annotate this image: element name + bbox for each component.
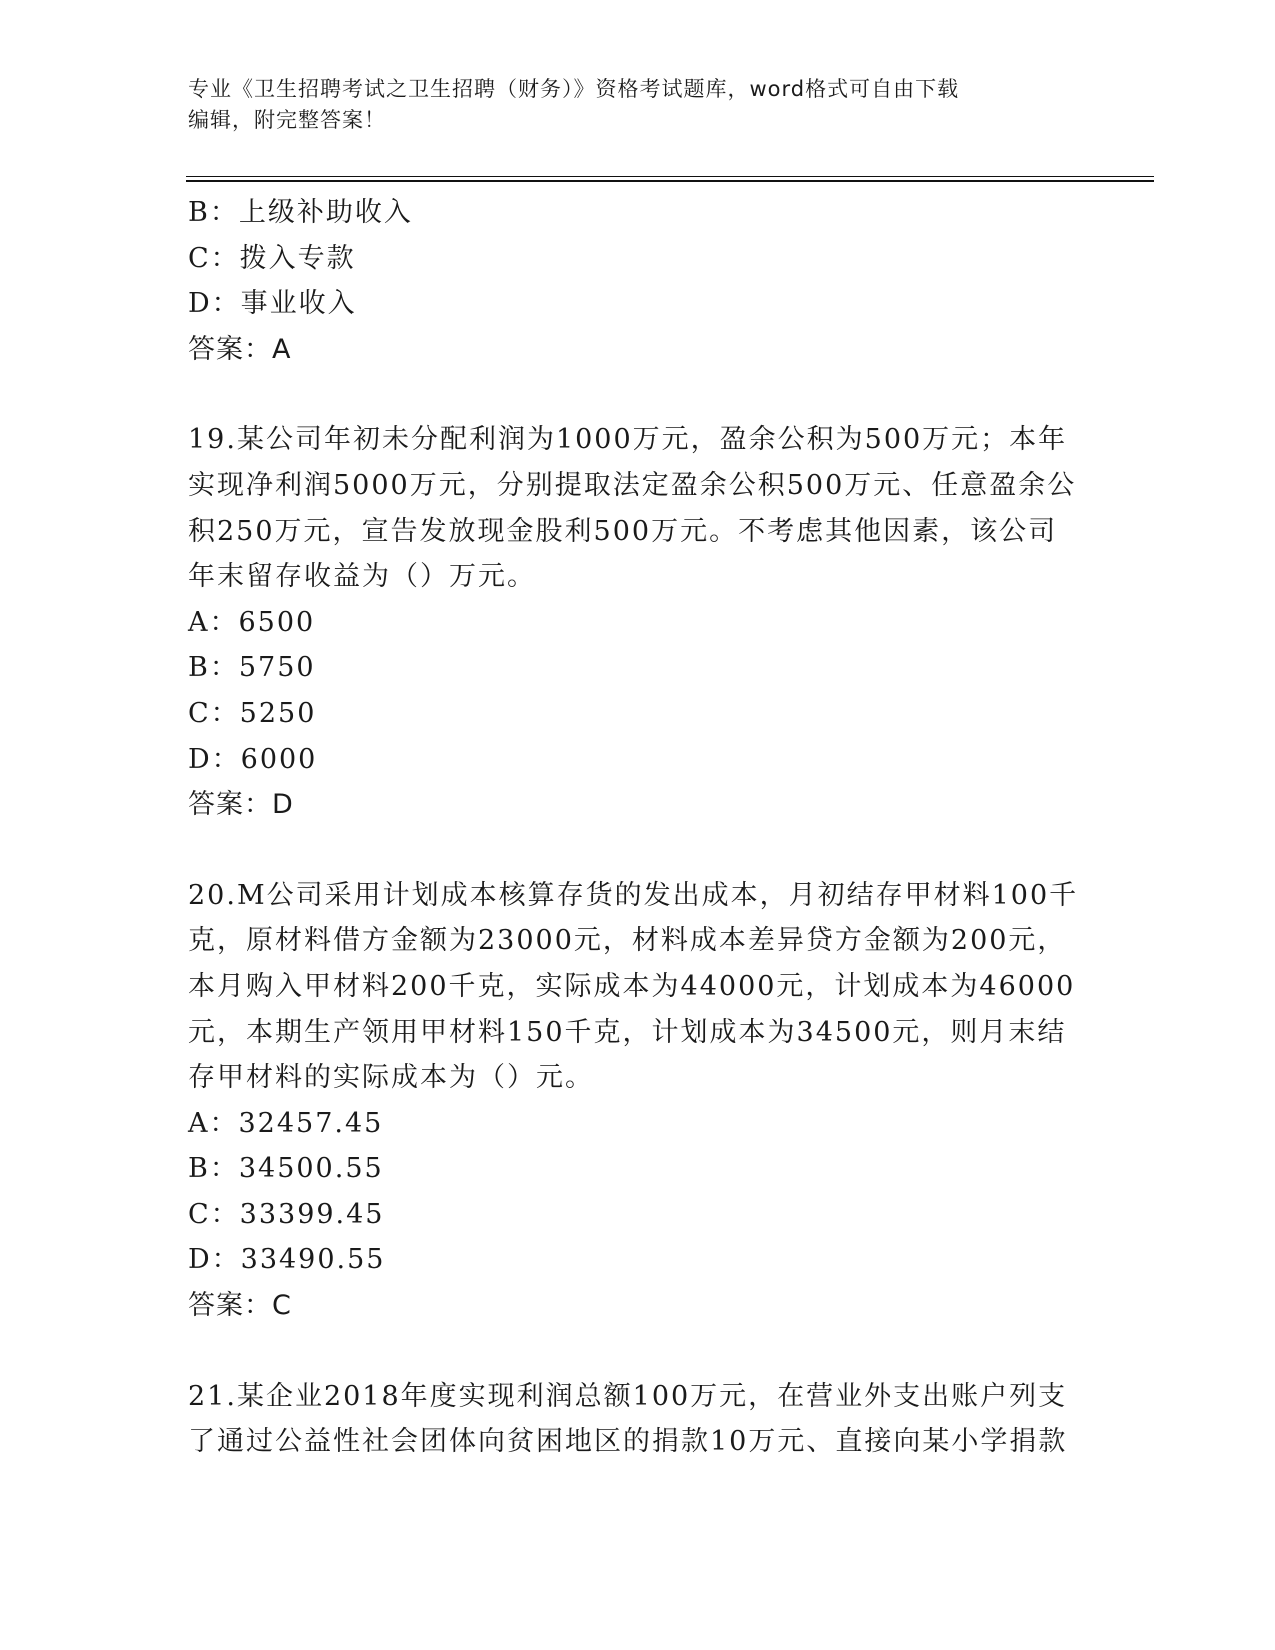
question-text-line: 19.某公司年初未分配利润为1000万元，盈余公积为500万元；本年 — [188, 424, 1068, 456]
option-a: A：6500 — [188, 606, 316, 638]
question-text-line: 了通过公益性社会团体向贫困地区的捐款10万元、直接向某小学捐款 — [188, 1426, 1068, 1458]
question-20 — [188, 873, 1088, 1329]
question-text-line: 存甲材料的实际成本为（）元。 — [188, 1062, 594, 1094]
option-d: D：6000 — [188, 743, 318, 775]
question-text-line: 21.某企业2018年度实现利润总额100万元，在营业外支出账户列支 — [188, 1380, 1068, 1412]
question-text-line: 实现净利润5000万元，分别提取法定盈余公积500万元、任意盈余公 — [188, 469, 1077, 501]
answer-line: 答案：C — [188, 1290, 292, 1322]
header-line-1: 专业《卫生招聘考试之卫生招聘（财务）》资格考试题库，word格式可自由下载 — [188, 77, 960, 101]
header-line-2: 编辑，附完整答案！ — [188, 108, 386, 132]
option-b: B：5750 — [188, 652, 316, 684]
option-b: B：34500.55 — [188, 1153, 384, 1185]
question-text-line: 年末留存收益为（）万元。 — [188, 561, 536, 593]
header-rule-thick — [186, 180, 1154, 182]
answer-line: 答案：A — [188, 333, 292, 365]
question-text-line: 本月购入甲材料200千克，实际成本为44000元，计划成本为46000 — [188, 970, 1076, 1002]
header-rule-thin — [186, 176, 1154, 177]
option-b: B：上级补助收入 — [188, 197, 413, 228]
question-text-line: 克，原材料借方金额为23000元，材料成本差异贷方金额为200元， — [188, 925, 1067, 957]
question-21 — [188, 1374, 1088, 1465]
option-a: A：32457.45 — [188, 1107, 384, 1139]
option-c: C：5250 — [188, 697, 317, 729]
question-text-line: 元，本期生产领用甲材料150千克，计划成本为34500元，则月末结 — [188, 1016, 1067, 1048]
document-header — [188, 74, 1088, 136]
question-18-tail — [188, 190, 1088, 372]
question-text-line: 积250万元，宣告发放现金股利500万元。不考虑其他因素，该公司 — [188, 515, 1058, 547]
option-d: D：33490.55 — [188, 1244, 386, 1276]
option-d: D：事业收入 — [188, 288, 357, 320]
option-c: C：拨入专款 — [188, 242, 356, 274]
document-body — [188, 190, 1088, 1465]
option-c: C：33399.45 — [188, 1198, 385, 1230]
question-19 — [188, 417, 1088, 827]
answer-line: 答案：D — [188, 789, 294, 821]
question-text-line: 20.M公司采用计划成本核算存货的发出成本，月初结存甲材料100千 — [188, 879, 1079, 911]
